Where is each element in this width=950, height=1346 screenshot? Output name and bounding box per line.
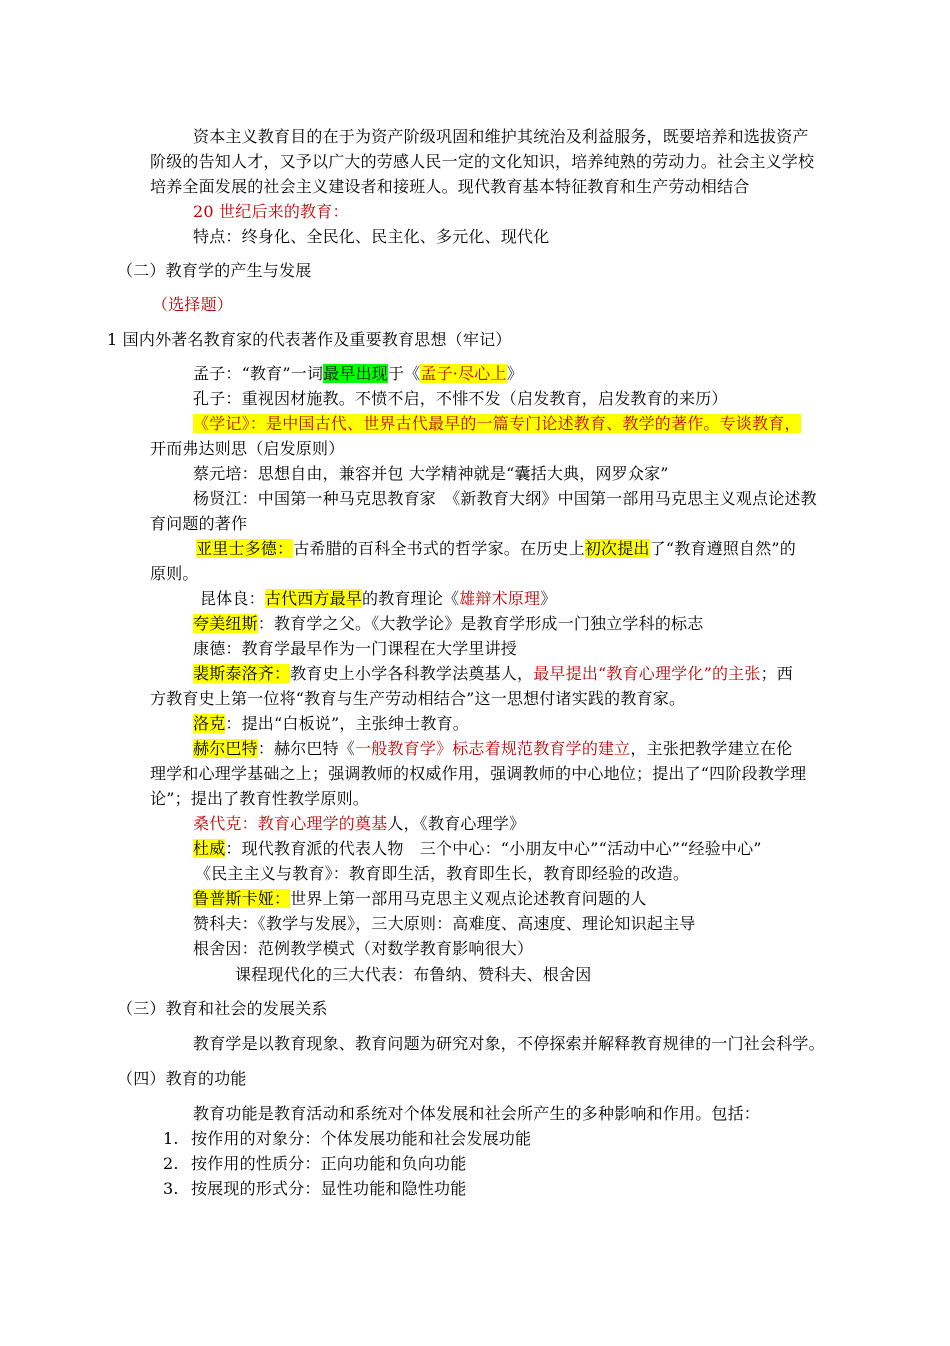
institutio-oratoria-title: 雄辩术原理	[459, 589, 541, 608]
aristotle-continuation: 原则。	[150, 564, 199, 583]
list-item: 2. 按作用的性质分：正向功能和负向功能	[163, 1154, 467, 1173]
yang-xianjiang-line-1: 杨贤江：中国第一种马克思教育家 《新教育大纲》中国第一部用马克思主义观点论述教	[193, 489, 817, 508]
wagenschein-line: 根舍因：范例教学模式（对数学教育影响很大）	[193, 939, 534, 958]
section-2-heading: （二）教育学的产生与发展	[117, 261, 312, 280]
herbart-line: 赫尔巴特：赫尔巴特《一般教育学》标志着规范教育学的建立，主张把教学建立在伦	[193, 739, 793, 758]
quintilian-line: 昆体良：古代西方最早的教育理论《雄辩术原理》	[200, 589, 557, 608]
highlight-aristotle: 亚里士多德：	[196, 539, 294, 558]
herbart-line-2: 理学和心理学基础之上；强调教师的权威作用，强调教师的中心地位；提出了“四阶段教学理	[150, 764, 807, 783]
general-pedagogy-claim: 一般教育学》标志着规范教育学的建立	[355, 739, 631, 758]
dewey-line: 杜威：现代教育派的代表人物 三个中心：“小朋友中心”“活动中心”“经验中心”	[193, 839, 762, 858]
famous-educators-subheading: 1 国内外著名教育家的代表著作及重要教育思想（牢记）	[107, 330, 512, 349]
highlight-comenius: 夸美纽斯	[193, 614, 258, 633]
choice-question-note: （选择题）	[152, 295, 234, 314]
section-4-intro: 教育功能是教育活动和系统对个体发展和社会所产生的多种影响和作用。包括：	[193, 1104, 761, 1123]
c20-features: 特点：终身化、全民化、民主化、多元化、现代化	[193, 227, 550, 246]
para-capitalism-line-1: 资本主义教育目的在于为资产阶级巩固和维护其统治及利益服务，既要培养和选拔资产	[193, 127, 809, 146]
highlight-ancient-west-earliest: 古代西方最早	[264, 589, 363, 608]
highlight-xueji: 《学记》：是中国古代、世界古代最早的一篇专门论述教育、教学的著作。专谈教育，	[193, 414, 801, 433]
kant-line: 康德：教育学最早作为一门课程在大学里讲授	[193, 639, 518, 658]
dewey-line-2: 《民主主义与教育》：教育即生活，教育即生长，教育即经验的改造。	[195, 864, 690, 883]
c20-education-title: 20 世纪后来的教育：	[193, 202, 349, 221]
section-3-heading: （三）教育和社会的发展关系	[117, 999, 328, 1018]
para-capitalism-line-2: 阶级的告知人才，又予以广大的劳感人民一定的文化知识，培养纯熟的劳动力。社会主义学校	[150, 152, 815, 171]
krupskaya-line: 鲁普斯卡娅：世界上第一部用马克思主义观点论述教育问题的人	[193, 889, 647, 908]
highlight-dewey: 杜威	[193, 839, 226, 858]
pestalozzi-line: 裴斯泰洛齐：教育史上小学各科教学法奠基人，最早提出“教育心理学化”的主张；西	[193, 664, 793, 683]
herbart-line-3: 论”；提出了教育性教学原则。	[150, 789, 369, 808]
xueji-continuation: 开而弗达则思（启发原则）	[150, 439, 345, 458]
pestalozzi-continuation: 方教育史上第一位将“教育与生产劳动相结合”这一思想付诸实践的教育家。	[150, 689, 686, 708]
highlight-mencius-book: 孟子·尽心上	[420, 364, 507, 383]
mencius-line: 孟子：“教育”一词最早出现于《孟子·尽心上》	[193, 364, 523, 383]
highlight-locke: 洛克	[193, 714, 226, 733]
list-item: 3. 按展现的形式分：显性功能和隐性功能	[163, 1179, 467, 1198]
curriculum-modernization-line: 课程现代化的三大代表：布鲁纳、赞科夫、根舍因	[235, 965, 592, 984]
section-4-heading: （四）教育的功能	[117, 1069, 247, 1088]
locke-line: 洛克：提出“白板说”，主张绅士教育。	[193, 714, 469, 733]
cai-yuanpei-line: 蔡元培：思想自由，兼容并包 大学精神就是“囊括大典，网罗众家”	[193, 464, 669, 483]
xueji-line	[193, 411, 801, 436]
para-capitalism-line-3: 培养全面发展的社会主义建设者和接班人。现代教育基本特征教育和生产劳动相结合	[150, 177, 750, 196]
highlight-first-proposed: 初次提出	[584, 539, 650, 558]
aristotle-line: 亚里士多德：古希腊的百科全书式的哲学家。在历史上初次提出了“教育遵照自然”的	[196, 539, 796, 558]
thorndike-founder: 桑代克：教育心理学的奠基	[193, 814, 388, 833]
zankov-line: 赞科夫：《教学与发展》，三大原则：高难度、高速度、理论知识起主导	[193, 914, 696, 933]
highlight-krupskaya: 鲁普斯卡娅：	[193, 889, 291, 908]
section-3-text: 教育学是以教育现象、教育问题为研究对象，不停探索并解释教育规律的一门社会科学。	[193, 1034, 825, 1053]
confucius-line: 孔子：重视因材施教。不愤不启，不悱不发（启发教育，启发教育的来历）	[193, 389, 728, 408]
highlight-pestalozzi: 裴斯泰洛齐：	[193, 664, 291, 683]
highlight-earliest: 最早出现	[323, 364, 388, 383]
yang-xianjiang-line-2: 育问题的著作	[150, 514, 248, 533]
comenius-line: 夸美纽斯：教育学之父。《大教学论》是教育学形成一门独立学科的标志	[193, 614, 704, 633]
highlight-herbart: 赫尔巴特	[193, 739, 258, 758]
list-item: 1. 按作用的对象分：个体发展功能和社会发展功能	[163, 1129, 532, 1148]
thorndike-line: 桑代克：教育心理学的奠基人，《教育心理学》	[193, 814, 526, 833]
psychologization-claim: 最早提出“教育心理学化”的主张	[533, 664, 761, 683]
